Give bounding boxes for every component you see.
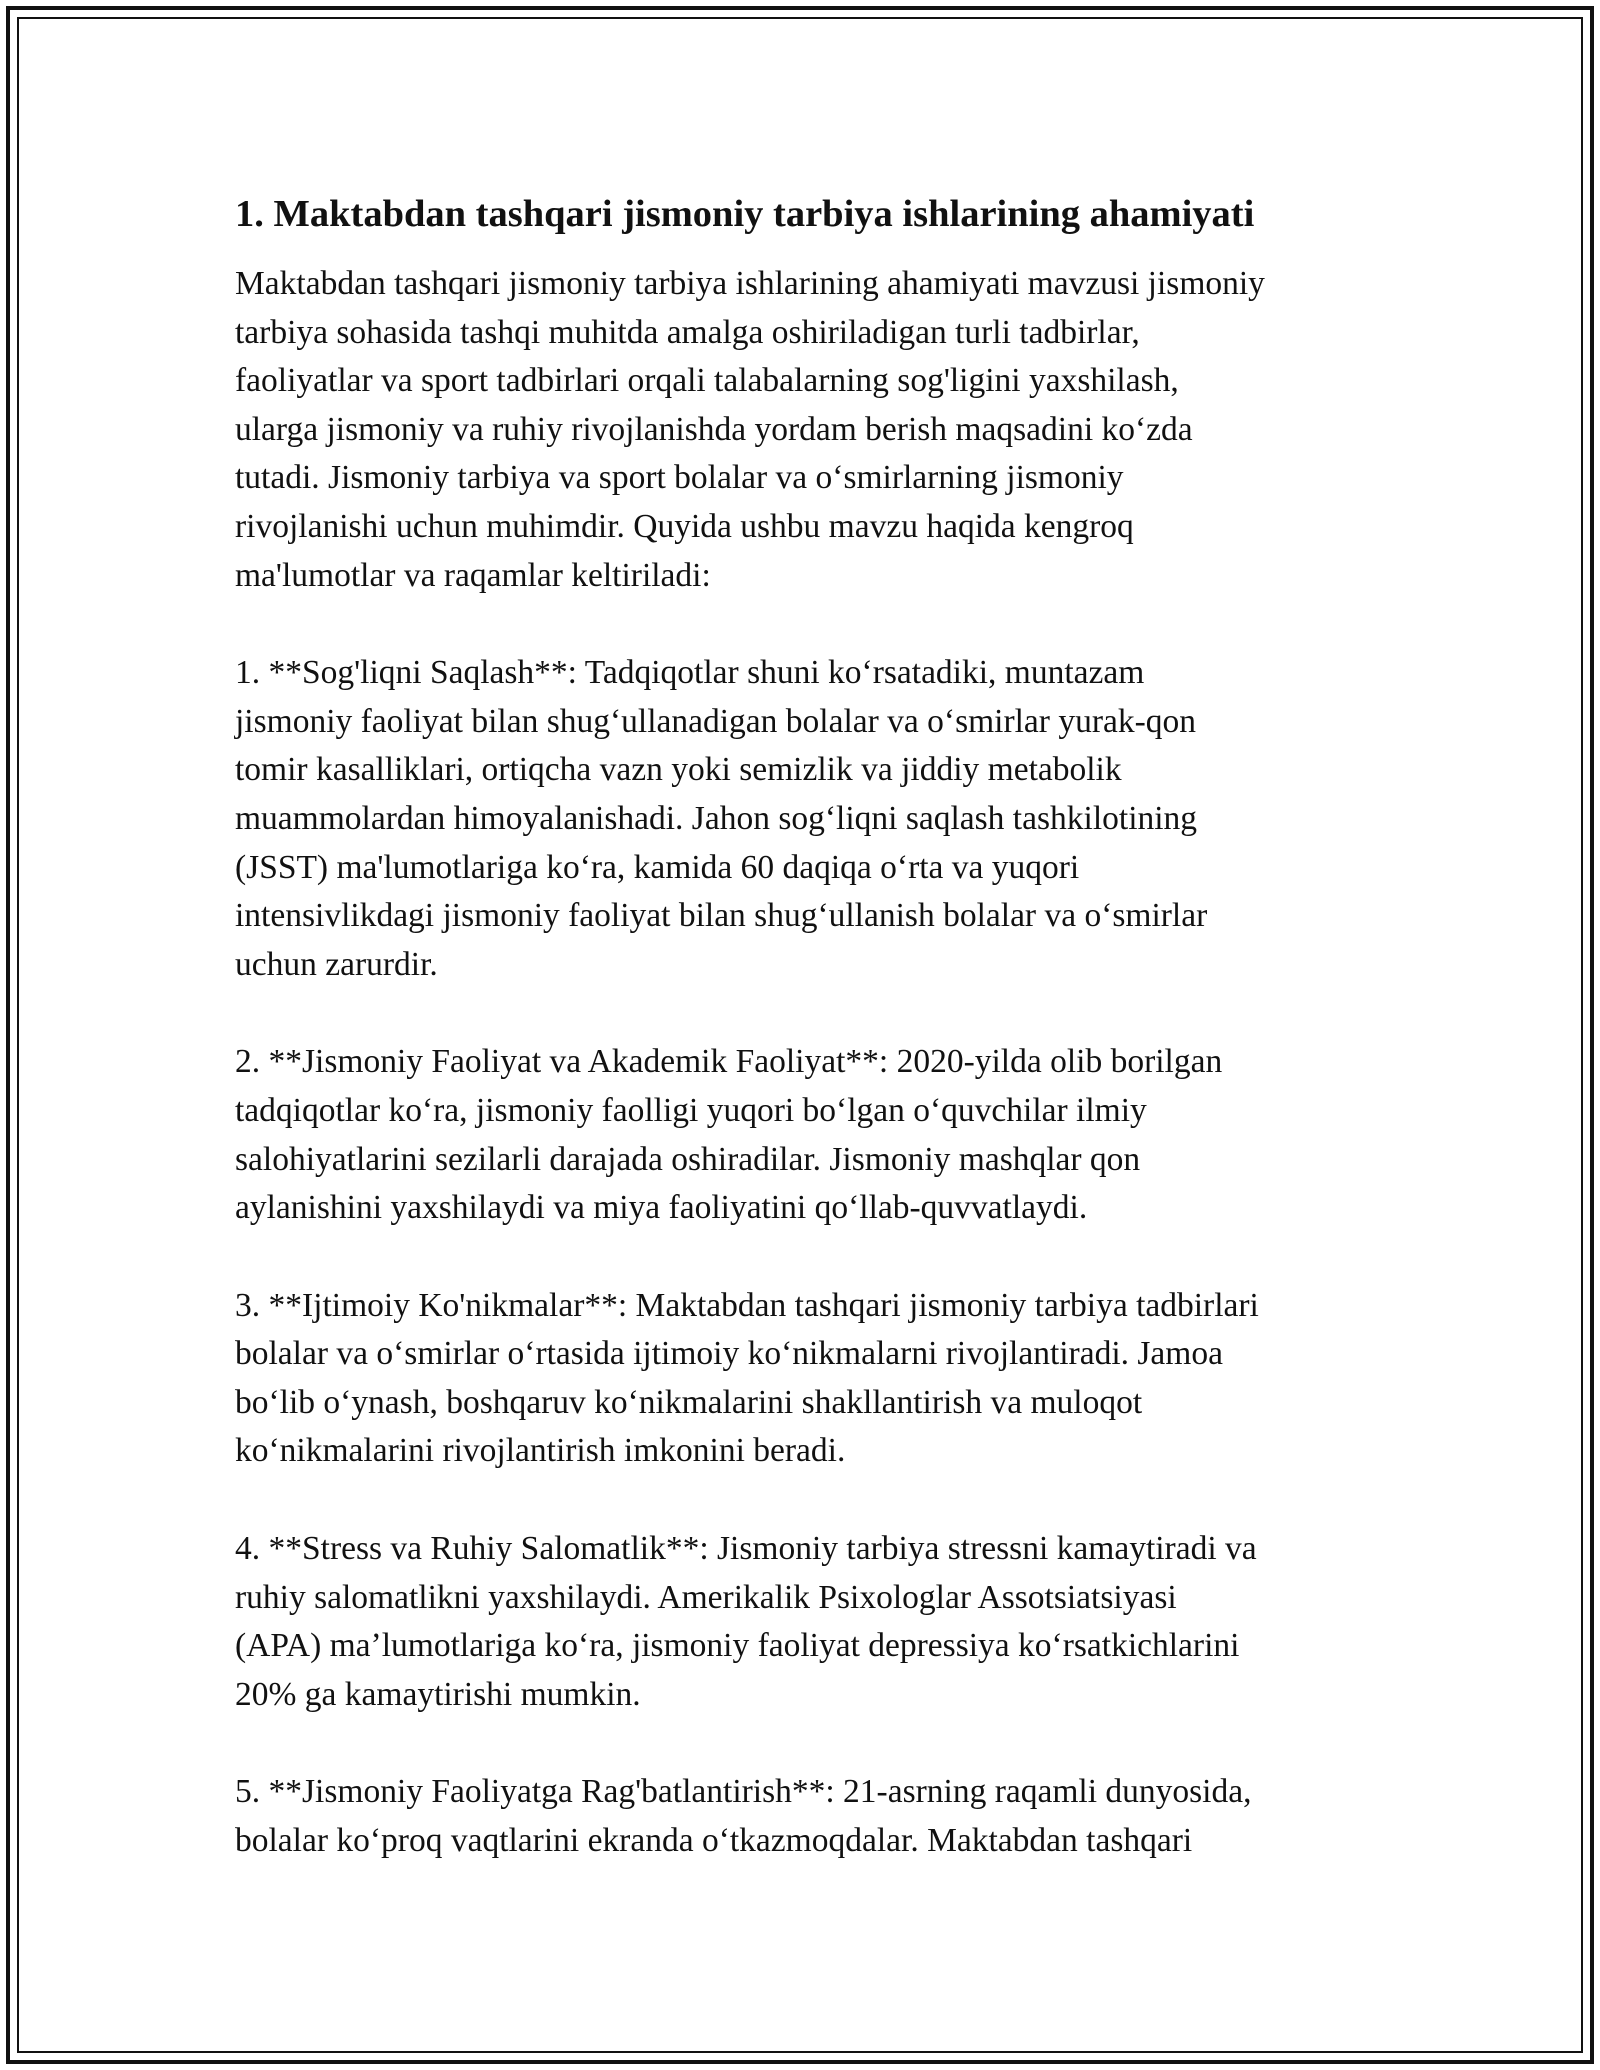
text-line: rivojlanishi uchun muhimdir. Quyida ushbu mavzu haqida kengroq bbox=[235, 507, 1134, 545]
document-heading: 1. Maktabdan tashqari jismoniy tarbiya ishlarining ahamiyati bbox=[235, 193, 1255, 235]
text-line: (JSST) ma'lumotlariga koʻra, kamida 60 daqiqa oʻrta va yuqori bbox=[235, 848, 1080, 886]
list-item-social-skills bbox=[235, 1282, 1365, 1476]
text-line: 2. **Jismoniy Faoliyat va Akademik Faoliyat**: 2020-yilda olib borilgan bbox=[235, 1043, 1223, 1081]
text-line: faoliyatlar va sport tadbirlari orqali talabalarning sog'ligini yaxshilash, bbox=[235, 362, 1179, 400]
text-line: bolalar koʻproq vaqtlarini ekranda oʻtkazmoqdalar. Maktabdan tashqari bbox=[235, 1822, 1193, 1860]
text-line: tadqiqotlar koʻra, jismoniy faolligi yuqori boʻlgan oʻquvchilar ilmiy bbox=[235, 1091, 1147, 1129]
list-item-health bbox=[235, 649, 1365, 989]
text-line: jismoniy faoliyat bilan shugʻullanadigan bolalar va oʻsmirlar yurak-qon bbox=[235, 702, 1197, 740]
text-line: Maktabdan tashqari jismoniy tarbiya ishlarining ahamiyati mavzusi jismoniy bbox=[235, 265, 1265, 302]
list-item-encouragement bbox=[235, 1768, 1365, 1865]
text-line: bolalar va oʻsmirlar oʻrtasida ijtimoiy koʻnikmalarni rivojlantiradi. Jamoa bbox=[235, 1335, 1223, 1373]
intro-paragraph bbox=[235, 260, 1365, 600]
text-line: ularga jismoniy va ruhiy rivojlanishda yordam berish maqsadini koʻzda bbox=[235, 410, 1193, 448]
text-line: 1. **Sog'liqni Saqlash**: Tadqiqotlar shuni koʻrsatadiki, muntazam bbox=[235, 654, 1145, 692]
text-line: (APA) maʼlumotlariga koʻra, jismoniy faoliyat depressiya koʻrsatkichlarini bbox=[235, 1627, 1240, 1665]
text-line: tomir kasalliklari, ortiqcha vazn yoki semizlik va jiddiy metabolik bbox=[235, 751, 1122, 789]
document-body bbox=[235, 186, 1365, 1915]
list-item-academic-activity bbox=[235, 1038, 1365, 1232]
text-line: koʻnikmalarini rivojlantirish imkonini beradi. bbox=[235, 1432, 846, 1470]
text-line: muammolardan himoyalanishadi. Jahon sogʻliqni saqlash tashkilotining bbox=[235, 799, 1198, 837]
text-line: uchun zarurdir. bbox=[235, 945, 438, 983]
text-line: tutadi. Jismoniy tarbiya va sport bolalar va oʻsmirlarning jismoniy bbox=[235, 459, 1124, 497]
text-line: ruhiy salomatlikni yaxshilaydi. Amerikalik Psixologlar Assotsiatsiyasi bbox=[235, 1578, 1177, 1616]
text-line: tarbiya sohasida tashqi muhitda amalga oshiriladigan turli tadbirlar, bbox=[235, 313, 1140, 351]
text-line: 3. **Ijtimoiy Ko'nikmalar**: Maktabdan tashqari jismoniy tarbiya tadbirlari bbox=[235, 1286, 1259, 1324]
text-line: ma'lumotlar va raqamlar keltiriladi: bbox=[235, 556, 711, 594]
text-line: boʻlib oʻynash, boshqaruv koʻnikmalarini shakllantirish va muloqot bbox=[235, 1383, 1143, 1421]
text-line: 5. **Jismoniy Faoliyatga Rag'batlantirish**: 21-asrning raqamli dunyosida, bbox=[235, 1773, 1252, 1811]
text-line: salohiyatlarini sezilarli darajada oshiradilar. Jismoniy mashqlar qon bbox=[235, 1140, 1141, 1178]
text-line: aylanishini yaxshilaydi va miya faoliyatini qoʻllab-quvvatlaydi. bbox=[235, 1189, 1088, 1227]
list-item-stress-mental-health bbox=[235, 1525, 1365, 1719]
text-line: 4. **Stress va Ruhiy Salomatlik**: Jismoniy tarbiya stressni kamaytiradi va bbox=[235, 1530, 1257, 1568]
text-line: 20% ga kamaytirishi mumkin. bbox=[235, 1675, 641, 1713]
text-line: intensivlikdagi jismoniy faoliyat bilan shugʻullanish bolalar va oʻsmirlar bbox=[235, 897, 1208, 935]
